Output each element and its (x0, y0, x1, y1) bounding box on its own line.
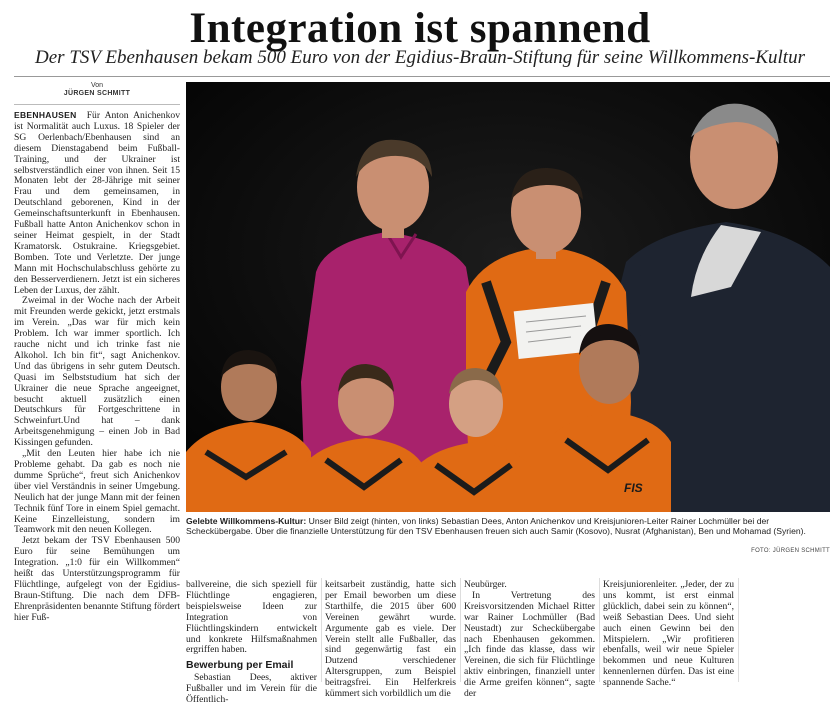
column-divider (321, 578, 322, 682)
body-column-1 (14, 110, 180, 682)
caption-lead: Gelebte Willkommens-Kultur: (186, 516, 307, 526)
paragraph-6: Sebastian Dees, aktiver Fußballer und im Verein für die Öffentlich- (186, 672, 317, 706)
paragraph-7: keitsarbeit zuständig, hatte sich per Email beworben um diese Starthilfe, die 2015 über 600 Vereinen gewährt wurde. Argumente gab es viele. Der Verein stellt alle Fußballer, das sind gegenwärtig fast ein Dutzend verschiedener Altersgruppen, zum Beispiel beitragsfrei. Ein Helferkreis kümmert sich vorbildlich um die (325, 579, 456, 700)
caption-text: Unser Bild zeigt (hinten, von links) Sebastian Dees, Anton Anichenkov und Kreisjunioren-Leiter Rainer Lochmüller bei der Scheckübergabe. Über die finanzielle Unterstützung für den TSV Ebenhausen freuen sich auch Samir (Kosovo), Nusrat (Afghanistan), Ben und Mohamad (Syrien). (186, 516, 806, 537)
header-rule (14, 76, 830, 77)
body-column-3 (325, 579, 456, 700)
photo-caption (186, 516, 830, 537)
paragraph-1 (14, 110, 180, 296)
byline (14, 82, 180, 98)
column-divider (460, 578, 461, 682)
byline-rule (14, 104, 180, 105)
paragraph-8: Neubürger. (464, 579, 507, 590)
column-divider (738, 578, 739, 682)
column-divider (599, 578, 600, 682)
paragraph-4: Jetzt bekam der TSV Ebenhausen 500 Euro für seine Bemühungen um Integration. „1:0 für ein Willkommen“ heißt das Unterstützungsprogramm für Flüchtlinge, aufgelegt von der Egidius-Braun-Stiftung. Die nach dem DFB-Ehrenpräsidenten benannte Stiftung fördert hier Fuß- (14, 535, 180, 623)
paragraph-2: Zweimal in der Woche nach der Arbeit mit Freunden werde gekickt, jetzt erstmals im Verein. „Das war für mich kein Problem. Ich war immer sportlich. Ich rauche nicht und ich trinke fast nie Alkohol. Ich bin fit“, sagt Anichenkov. Und das übrigens in sehr gutem Deutsch. Quasi im Selbststudium hat sich der Ukrainer die neue Sprache angeeignet, besucht aktuell zusätzlich einen Deutschkurs für Fortgeschrittene in Schweinfurt.Und hat – dank Arbeitsgenehmigung – einen Job in Bad Kissingen gefunden. (14, 295, 180, 449)
dateline: EBENHAUSEN (14, 110, 77, 120)
photo-illustration (186, 82, 830, 512)
byline-author: JÜRGEN SCHMITT (63, 90, 131, 97)
paragraph-1-text: Für Anton Anichenkov ist Normalität auch Luxus. 18 Spieler der SG Oerlenbach/Ebenhausen sind an diesem Dienstagabend beim Fußball-Training, und der Ukrainer ist selbstverständlich einer von ihnen. Seit 15 Monaten lebt der 28-Jährige mit seiner Frau und dem gemeinsamen, in Deutschland geborenen, Kind in der Gemeinschaftsunterkunft in Ebenhausen. Fußball hatte Anton Anichenkov schon in seiner Heimat gespielt, in der Stadt Kramatorsk. Ostukraine. Kriegsgebiet. Bomben. Tote und Verletzte. Der junge Mann mit Hochschulabschluss gehörte zu den Besserverdienern. Jetzt ist ein sicheres Leben der Luxus, der zählt. (14, 110, 180, 296)
paragraph-9: In Vertretung des Kreisvorsitzenden Michael Ritter war Rainer Lochmüller (Bad Neustadt) zur Scheckübergabe nach Ebenhausen gekommen. „Ich finde das klasse, dass wir Vereinen, die sich für Flüchtlinge aktiv einbringen, finanziell unter die Arme greifen können“, sagte der (464, 589, 595, 700)
article-headline: Integration ist spannend (189, 5, 651, 52)
paragraph-5: ballvereine, die sich speziell für Flüchtlinge engagieren, beispielsweise Ideen zur Integration von Flüchtlingskindern entwickelt und konkrete Hilfsmaßnahmen ergriffen haben. (186, 579, 317, 656)
section-subhead: Bewerbung per Email (186, 659, 294, 672)
byline-prefix: Von (90, 82, 104, 89)
paragraph-3: „Mit den Leuten hier habe ich nie Probleme gehabt. Da gab es noch nie dumme Sprüche“, freut sich Anichenkov über viel Verständnis in seiner Umgebung. Neulich hat der junge Mann mit der feinen Technik fünf Tore in einem Spiel gemacht. Keine Einzelleistung, sondern im Teamwork mit den neuen Kollegen. (14, 448, 180, 536)
body-column-5 (603, 579, 734, 689)
article-subheadline: Der TSV Ebenhausen bekam 500 Euro von der Egidius-Braun-Stiftung für seine Willkommens-Kultur (35, 47, 805, 68)
article-photo (186, 82, 830, 512)
jersey-print: FIS (624, 481, 643, 495)
photo-credit: FOTO: JÜRGEN SCHMITT (751, 548, 830, 554)
body-column-4 (464, 579, 595, 700)
paragraph-10: Kreisjuniorenleiter. „Jeder, der zu uns kommt, ist erst einmal glücklich, dabei sein zu können“, weiß Sebastian Dees. Und sieht auch einen Gewinn bei den Mitspielern. „Wir profitieren ebenfalls, weil wir neue Spieler bekommen und neue Kulturen kennenlernen dürfen. Das ist eine spannende Sache.“ (603, 579, 734, 689)
body-column-2 (186, 579, 317, 706)
